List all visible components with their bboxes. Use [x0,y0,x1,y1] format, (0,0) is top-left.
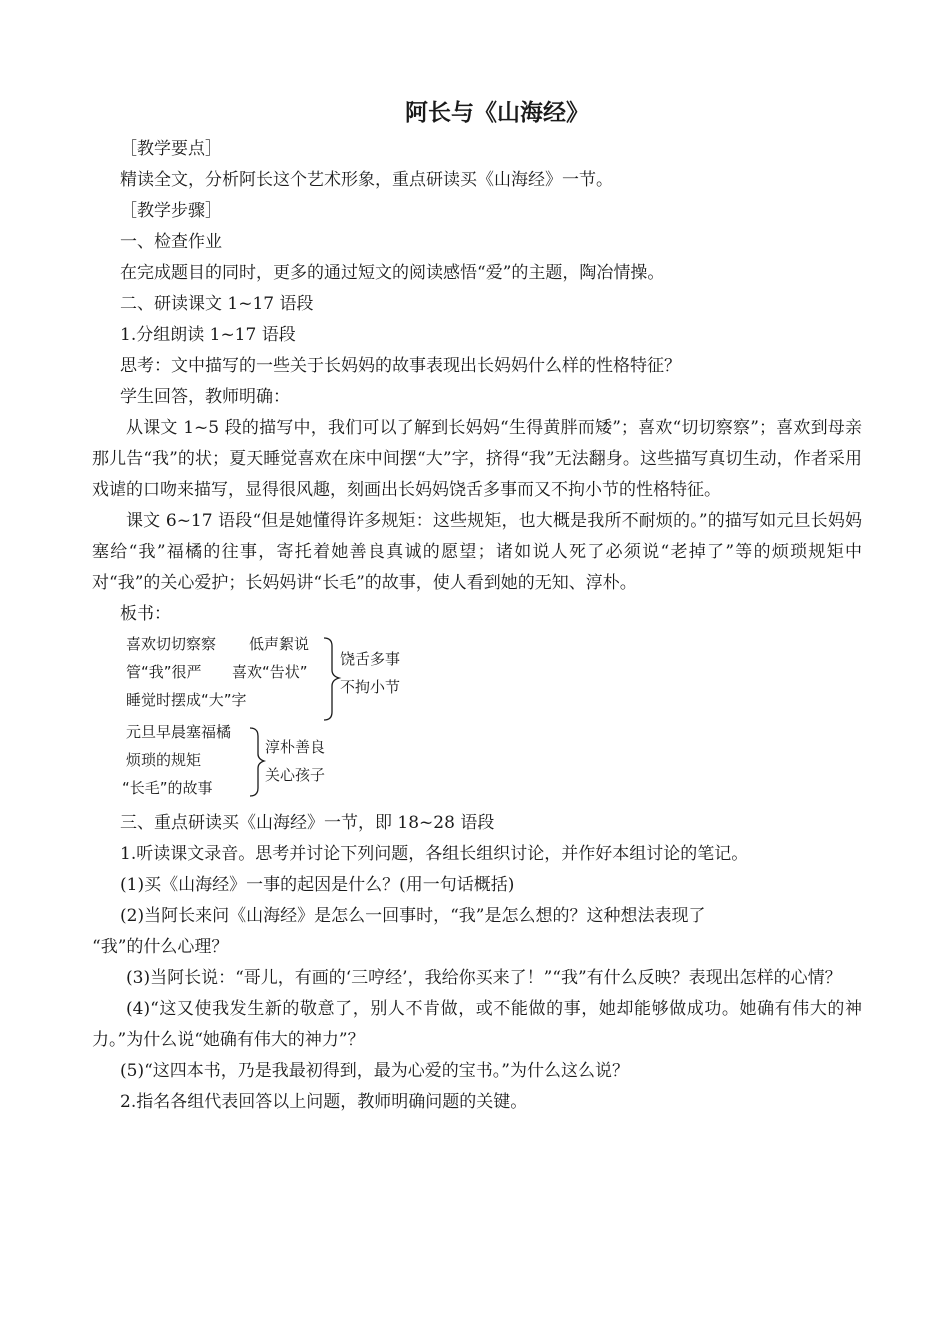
board-g2-r1: 元旦早晨塞福橘 [126,723,232,741]
step-one-text: 在完成题目的同时，更多的通过短文的阅读感悟“爱”的主题，陶冶情操。 [120,263,665,283]
board-g1-r1b: 低声絮说 [249,635,310,653]
think-question: 思考：文中描写的一些关于长妈妈的故事表现出长妈妈什么样的性格特征？ [120,356,681,376]
board-g1-result-two: 不拘小节 [340,678,401,696]
question-one: (1)买《山海经》一事的起因是什么？(用一句话概括) [120,875,515,895]
question-four: (4)“这又使我发生新的敬意了，别人不肯做，或不能做的事，她却能够做成功。她确有伟大的神力。”为什么说“她确有伟大的神力”？ [92,999,862,1050]
board-g1-r2a: 管“我”很严 [126,663,202,681]
step-two-item-one: 1.分组朗读 1~17 语段 [120,325,296,345]
analysis-paragraph-two: 课文 6~17 语段“但是她懂得许多规矩：这些规矩，也大概是我所不耐烦的。”的描写如元旦长妈妈塞给“我”福橘的往事，寄托着她善良真诚的愿望；诸如说人死了必须说“老掉了”等的烦琐规矩中对“我”的关心爱护；长妈妈讲“长毛”的故事，使人看到她的无知、淳朴。 [92,511,862,593]
step-two-heading: 二、研读课文 1~17 语段 [120,294,314,314]
document-title: 阿长与《山海经》 [405,99,589,126]
board-g1-result-one: 饶舌多事 [340,650,401,668]
heading-teaching-points: ［教学要点］ [120,139,222,159]
board-g1-r3: 睡觉时摆成“大”字 [126,691,247,709]
question-three: (3)当阿长说：“哥儿，有画的‘三哼经’，我给你买来了！”“我”有什么反映？表现出怎样的心情？ [126,968,842,988]
step-three-heading: 三、重点研读买《山海经》一节，即 18~28 语段 [120,813,495,833]
board-g2-r2: 烦琐的规矩 [126,751,202,769]
heading-teaching-steps: ［教学步骤］ [120,201,222,221]
teaching-points-text: 精读全文，分析阿长这个艺术形象，重点研读买《山海经》一节。 [120,170,613,190]
document-page [92,96,862,1118]
board-g2-result-one: 淳朴善良 [265,738,326,756]
brace-group-two [250,728,264,796]
board-g1-r1a: 喜欢切切察察 [126,635,217,653]
board-g2-r3: “长毛”的故事 [122,779,213,797]
board-g1-r2b: 喜欢“告状” [232,663,308,681]
question-five: (5)“这四本书，乃是我最初得到，最为心爱的宝书。”为什么这么说？ [120,1061,629,1081]
question-two-line-two: “我”的什么心理？ [92,937,229,957]
question-two-line-one: (2)当阿长来问《山海经》是怎么一回事时，“我”是怎么想的？这种想法表现了 [120,906,706,926]
brace-group-one [324,638,339,720]
answer-intro: 学生回答，教师明确： [120,387,290,407]
board-label: 板书： [120,604,171,624]
step-three-item-one: 1.听读课文录音。思考并讨论下列问题，各组长组织讨论，并作好本组讨论的笔记。 [120,844,749,864]
blackboard-summary [92,632,862,808]
board-g2-result-two: 关心孩子 [265,766,326,784]
step-one-heading: 一、检查作业 [120,232,222,252]
analysis-paragraph-one: 从课文 1~5 段的描写中，我们可以了解到长妈妈“生得黄胖而矮”；喜欢“切切察察”；喜欢到母亲那儿告“我”的状；夏天睡觉喜欢在床中间摆“大”字，挤得“我”无法翻身。这些描写真切生动，作者采用戏谑的口吻来描写，显得很风趣，刻画出长妈妈饶舌多事而又不拘小节的性格特征。 [92,418,862,500]
step-three-item-two: 2.指名各组代表回答以上问题，教师明确问题的关键。 [120,1092,528,1112]
